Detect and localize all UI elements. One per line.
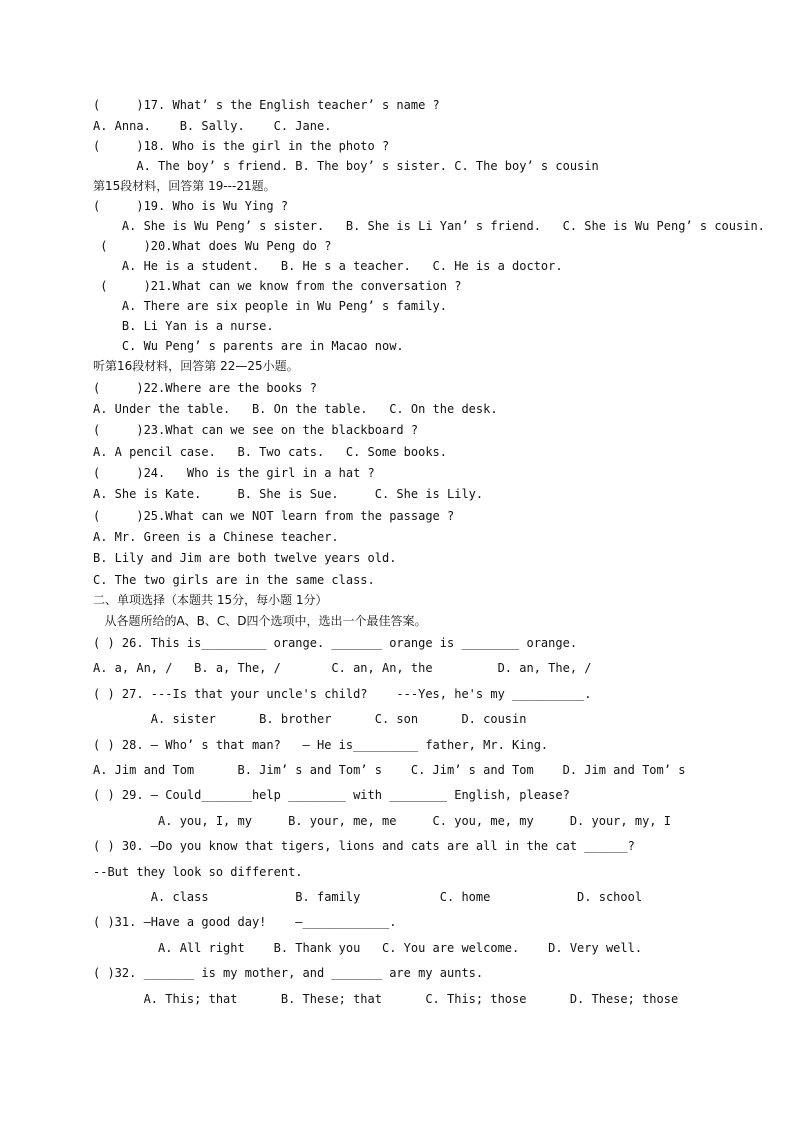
question-17: ( )17. What’ s the English teacher’ s name ? (93, 98, 440, 112)
options-28: A. Jim and Tom B. Jim’ s and Tom’ s C. Jim’ s and Tom D. Jim and Tom’ s (93, 763, 686, 777)
question-30-reply: --But they look so different. (93, 865, 303, 879)
question-21: ( )21.What can we know from the conversation ? (93, 279, 462, 293)
question-31: ( )31. —Have a good day! —____________. (93, 915, 397, 929)
options-31: A. All right B. Thank you C. You are welcome. D. Very well. (93, 941, 643, 955)
section-instructions: 从各题所给的A、B、C、D四个选项中，选出一个最佳答案。 (93, 614, 427, 628)
question-26: ( ) 26. This is_________ orange. _______ orange is ________ orange. (93, 636, 578, 650)
question-32: ( )32. _______ is my mother, and _______ are my aunts. (93, 966, 484, 980)
section-heading-15: 第15段材料，回答第 19---21题。 (93, 179, 276, 193)
option-25-b: B. Lily and Jim are both twelve years old. (93, 551, 397, 565)
options-26: A. a, An, / B. a, The, / C. an, An, the D. an, The, / (93, 661, 592, 675)
question-27: ( ) 27. ---Is that your uncle's child? ---Yes, he's my __________. (93, 687, 592, 701)
option-25-a: A. Mr. Green is a Chinese teacher. (93, 530, 339, 544)
section-heading-16: 听第16段材料，回答第 22—25小题。 (93, 359, 299, 373)
section-heading-2: 二、单项选择（本题共 15分，每小题 1分） (93, 593, 328, 607)
question-22: ( )22.Where are the books ? (93, 381, 317, 395)
question-29: ( ) 29. — Could_______help ________ with ________ English, please? (93, 788, 570, 802)
question-20: ( )20.What does Wu Peng do ? (93, 239, 332, 253)
question-24: ( )24. Who is the girl in a hat ? (93, 466, 375, 480)
option-21-b: B. Li Yan is a nurse. (93, 319, 274, 333)
options-22: A. Under the table. B. On the table. C. On the desk. (93, 402, 498, 416)
question-23: ( )23.What can we see on the blackboard ? (93, 423, 419, 437)
question-25: ( )25.What can we NOT learn from the passage ? (93, 509, 455, 523)
question-30: ( ) 30. —Do you know that tigers, lions and cats are all in the cat ______? (93, 839, 635, 853)
option-25-c: C. The two girls are in the same class. (93, 573, 375, 587)
option-21-c: C. Wu Peng’ s parents are in Macao now. (93, 339, 404, 353)
options-23: A. A pencil case. B. Two cats. C. Some books. (93, 445, 448, 459)
options-30: A. class B. family C. home D. school (93, 890, 643, 904)
options-24: A. She is Kate. B. She is Sue. C. She is Lily. (93, 487, 484, 501)
option-21-a: A. There are six people in Wu Peng’ s family. (93, 299, 448, 313)
options-20: A. He is a student. B. He s a teacher. C. He is a doctor. (93, 259, 563, 273)
options-17: A. Anna. B. Sally. C. Jane. (93, 119, 332, 133)
question-19: ( )19. Who is Wu Ying ? (93, 199, 289, 213)
options-32: A. This; that B. These; that C. This; those D. These; those (93, 992, 679, 1006)
question-18: ( )18. Who is the girl in the photo ? (93, 139, 390, 153)
options-19: A. She is Wu Peng’ s sister. B. She is Li Yan’ s friend. C. She is Wu Peng’ s cousin. (93, 219, 765, 233)
options-29: A. you, I, my B. your, me, me C. you, me, my D. your, my, I (93, 814, 671, 828)
question-28: ( ) 28. — Who’ s that man? — He is_________ father, Mr. King. (93, 738, 549, 752)
options-18: A. The boy’ s friend. B. The boy’ s sister. C. The boy’ s cousin (93, 159, 599, 173)
options-27: A. sister B. brother C. son D. cousin (93, 712, 527, 726)
